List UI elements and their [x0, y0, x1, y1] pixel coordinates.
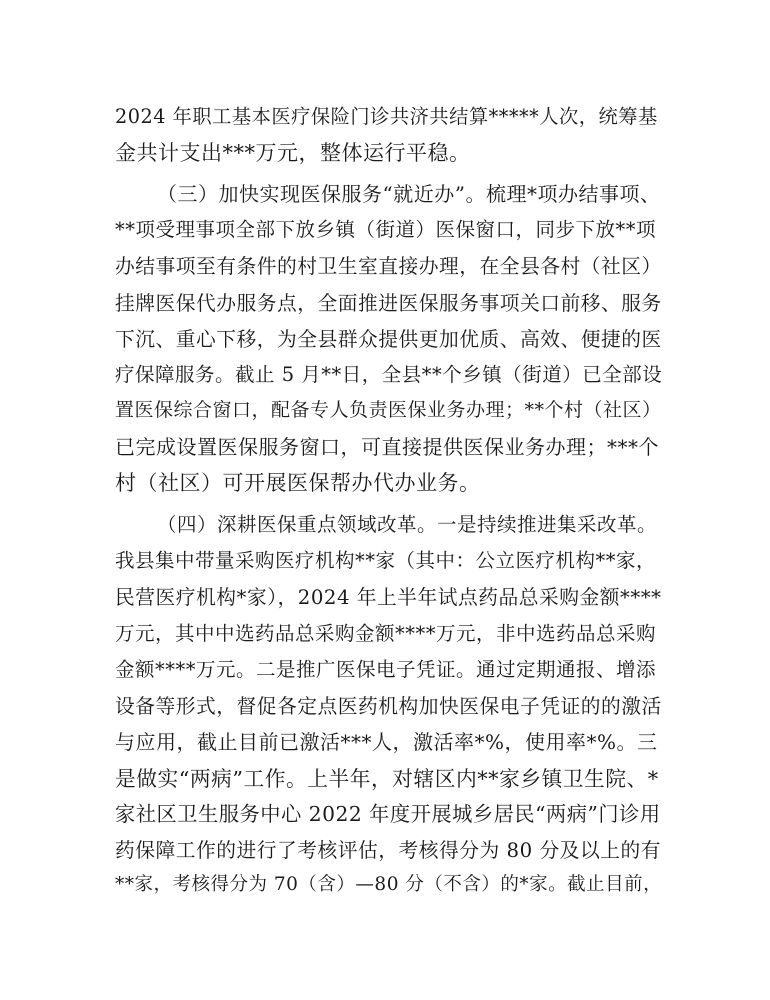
text-line: **项受理事项全部下放乡镇（街道）医保窗口，同步下放**项	[115, 218, 657, 241]
text-line: 村（社区）可开展医保帮办代办业务。	[115, 471, 481, 495]
text-line: 已完成设置医保服务窗口，可直接提供医保业务办理；***个	[115, 435, 659, 459]
text-line: 下沉、重心下移，为全县群众提供更加优质、高效、便捷的医	[115, 328, 662, 351]
text-line: 挂牌医保代办服务点，全面推进医保服务事项关口前移、服务	[115, 292, 662, 315]
text-line: 与应用，截止目前已激活***人，激活率*%，使用率*%。三	[115, 730, 658, 754]
text-line: 药保障工作的进行了考核评估，考核得分为 80 分及以上的有	[115, 839, 661, 862]
text-line: 办结事项至有条件的村卫生室直接办理，在全县各村（社区）	[115, 255, 662, 278]
text-line: 置医保综合窗口，配备专人负责医保业务办理；**个村（社区）	[115, 399, 662, 421]
text-line: 2024 年职工基本医疗保险门诊共济共结算*****人次，统筹基	[115, 105, 658, 128]
text-line: 金共计支出***万元，整体运行平稳。	[115, 141, 471, 165]
text-line: （四）深耕医保重点领域改革。一是持续推进集采改革。	[157, 513, 658, 536]
text-line: 民营医疗机构*家），2024 年上半年试点药品总采购金额****	[115, 586, 662, 609]
text-line: 设备等形式，督促各定点医药机构加快医保电子凭证的的激活	[115, 695, 662, 718]
text-line: 家社区卫生服务中心 2022 年度开展城乡居民“两病”门诊用	[115, 802, 661, 826]
text-line: 万元，其中中选药品总采购金额****万元，非中选药品总采购	[115, 622, 657, 645]
text-line: 疗保障服务。截止 5 月**日，全县**个乡镇（街道）已全部设	[115, 363, 663, 386]
text-line: 是做实“两病”工作。上半年，对辖区内**家乡镇卫生院、*	[115, 767, 659, 791]
text-line: 金额****万元。二是推广医保电子凭证。通过定期通报、增添	[115, 658, 657, 681]
text-line: **家，考核得分为 70（含）—80 分（不含）的*家。截止目前，	[115, 874, 663, 895]
text-line: 我县集中带量采购医疗机构**家（其中：公立医疗机构**家，	[115, 549, 657, 572]
text-line: （三）加快实现医保服务“就近办”。梳理*项办结事项、	[157, 182, 661, 206]
